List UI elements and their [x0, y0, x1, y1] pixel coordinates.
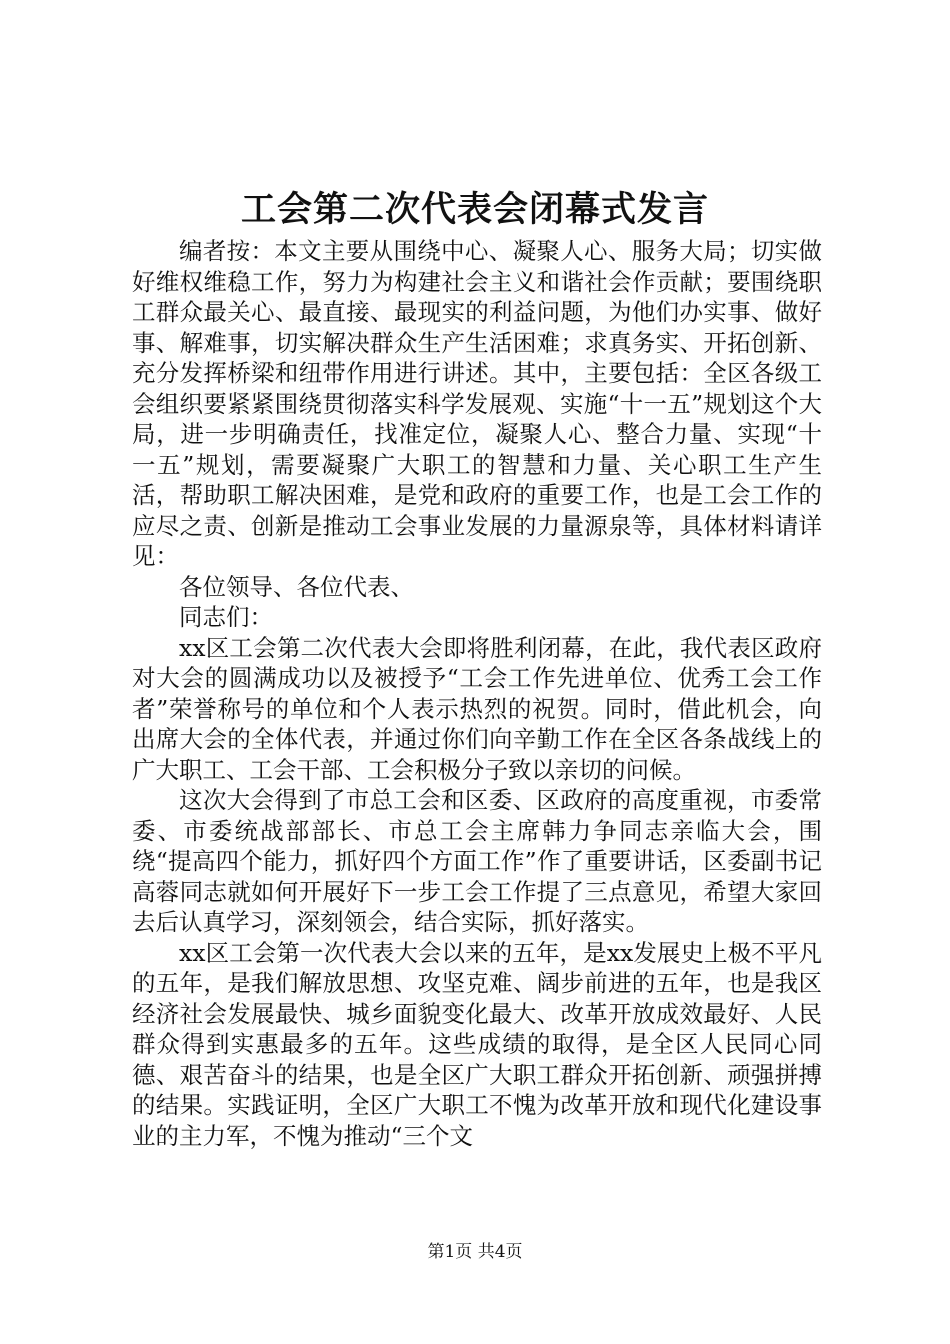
body-paragraph: xx区工会第二次代表大会即将胜利闭幕，在此，我代表区政府对大会的圆满成功以及被授予“工会工作先进单位、优秀工会工作者”荣誉称号的单位和个人表示热烈的祝贺。同时，借此机会，向出席大会的全体代表，并通过你们向辛勤工作在全区各条战线上的广大职工、工会干部、工会积极分子致以亲切的问候。 [132, 633, 822, 784]
body-paragraph: 这次大会得到了市总工会和区委、区政府的高度重视，市委常委、市委统战部部长、市总工会主席韩力争同志亲临大会，围绕“提高四个能力，抓好四个方面工作”作了重要讲话，区委副书记高蓉同志就如何开展好下一步工会工作提了三点意见，希望大家回去后认真学习，深刻领会，结合实际，抓好落实。 [132, 786, 822, 936]
salutation-comrades: 同志们： [179, 603, 273, 631]
page-number-footer: 第1页 共4页 [427, 1242, 523, 1262]
document-body [132, 236, 822, 1151]
body-paragraph: xx区工会第一次代表大会以来的五年，是xx发展史上极不平凡的五年，是我们解放思想、攻坚克难、阔步前进的五年，也是我区经济社会发展最快、城乡面貌变化最大、改革开放成效最好、人民群众得到实惠最多的五年。这些成绩的取得，是全区人民同心同德、艰苦奋斗的结果，也是全区广大职工群众开拓创新、顽强拼搏的结果。实践证明，全区广大职工不愧为改革开放和现代化建设事业的主力军，不愧为推动“三个文 [132, 938, 822, 1150]
document-title: 工会第二次代表会闭幕式发言 [240, 189, 709, 230]
editor-note-paragraph: 编者按：本文主要从围绕中心、凝聚人心、服务大局；切实做好维权维稳工作，努力为构建社会主义和谐社会作贡献；要围绕职工群众最关心、最直接、最现实的利益问题，为他们办实事、做好事、解难事，切实解决群众生产生活困难；求真务实、开拓创新、充分发挥桥梁和纽带作用进行讲述。其中，主要包括：全区各级工会组织要紧紧围绕贯彻落实科学发展观、实施“十一五”规划这个大局，进一步明确责任，找准定位，凝聚人心、整合力量、实现“十一五”规划，需要凝聚广大职工的智慧和力量、关心职工生产生活，帮助职工解决困难，是党和政府的重要工作，也是工会工作的应尽之责、创新是推动工会事业发展的力量源泉等，具体材料请详见： [132, 237, 822, 570]
salutation-leaders: 各位领导、各位代表、 [179, 572, 414, 601]
